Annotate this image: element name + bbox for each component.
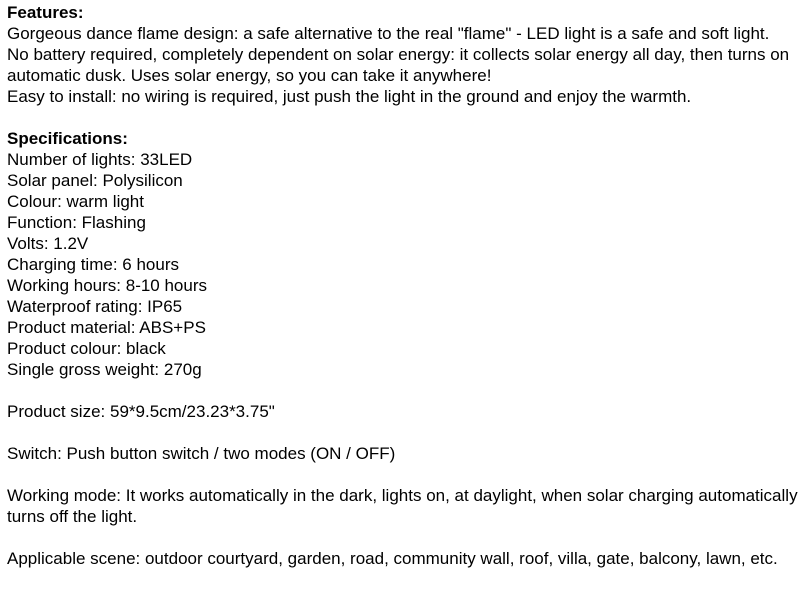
spacer: [7, 107, 807, 128]
spec-item: Solar panel: Polysilicon: [7, 171, 183, 190]
spacer: [7, 380, 807, 401]
feature-item: No battery required, completely dependent on solar energy: it collects solar energy all day, then turns on automatic dusk. Uses solar energy, so you can take it anywhere!: [7, 45, 790, 85]
spec-item: Product colour: black: [7, 339, 166, 358]
working-mode-text: Working mode: It works automatically in the dark, lights on, at daylight, when solar charging automatically turns off the light.: [7, 486, 798, 526]
spec-item: Waterproof rating: IP65: [7, 297, 183, 316]
spec-item: Number of lights: 33LED: [7, 150, 193, 169]
spacer: [7, 422, 807, 443]
product-description: [7, 2, 807, 569]
spec-item: Charging time: 6 hours: [7, 255, 179, 274]
feature-item: Gorgeous dance flame design: a safe alternative to the real "flame" - LED light is a safe and soft light.: [7, 24, 770, 43]
feature-item: Easy to install: no wiring is required, just push the light in the ground and enjoy the warmth.: [7, 87, 692, 106]
specifications-heading: Specifications:: [7, 129, 128, 148]
features-section: [7, 2, 807, 107]
spec-item: Working hours: 8-10 hours: [7, 276, 208, 295]
applicable-scene-text: Applicable scene: outdoor courtyard, garden, road, community wall, roof, villa, gate, balcony, lawn, etc.: [7, 549, 778, 568]
spec-item: Product material: ABS+PS: [7, 318, 206, 337]
spacer: [7, 464, 807, 485]
spec-item: Function: Flashing: [7, 213, 146, 232]
switch-text: Switch: Push button switch / two modes (ON / OFF): [7, 444, 396, 463]
spec-item: Colour: warm light: [7, 192, 144, 211]
features-heading: Features:: [7, 3, 84, 22]
specifications-section: [7, 128, 807, 380]
product-size-text: Product size: 59*9.5cm/23.23*3.75": [7, 402, 275, 421]
spacer: [7, 527, 807, 548]
spec-item: Volts: 1.2V: [7, 234, 89, 253]
spec-item: Single gross weight: 270g: [7, 360, 202, 379]
